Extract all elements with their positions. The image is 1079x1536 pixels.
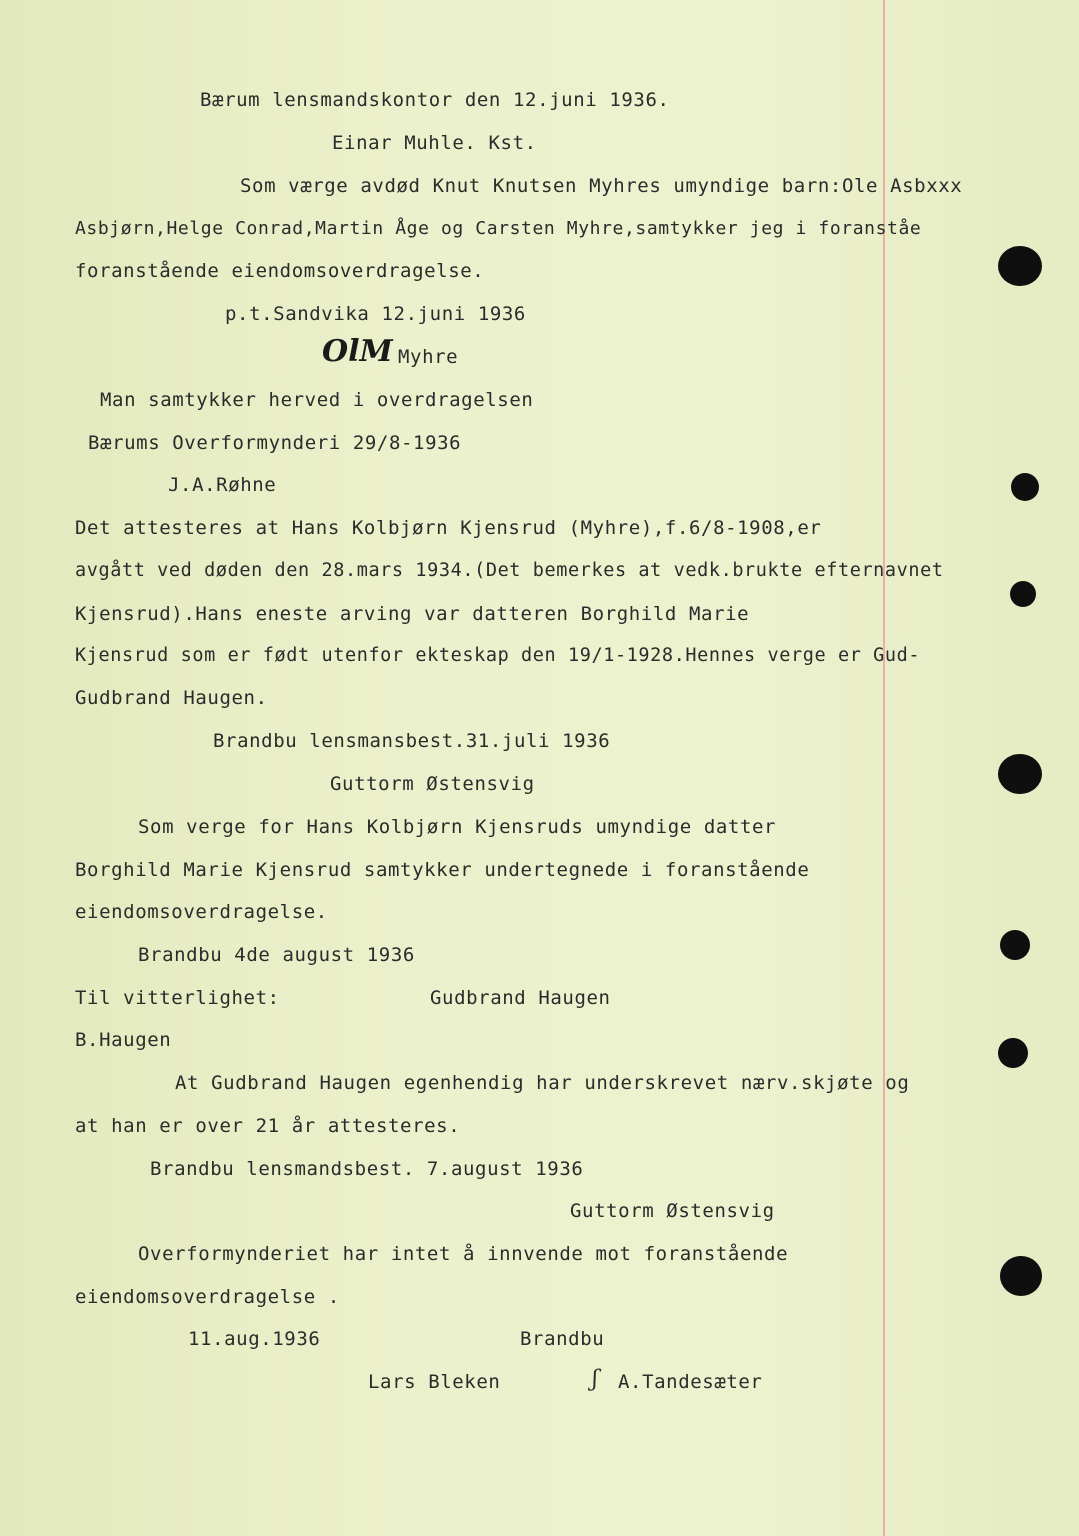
final-approval-line-1: Overformynderiet har intet å innvende mot foranstående	[138, 1243, 789, 1265]
punch-hole-2	[1011, 473, 1039, 501]
board-member-1: Lars Bleken	[368, 1371, 501, 1393]
authority-date-line: Bærums Overformynderi 29/8-1936	[88, 432, 462, 454]
guardian-consent-line-2: Borghild Marie Kjensrud samtykker undertegnede i foranstående	[75, 859, 810, 881]
final-approval-line-2: eiendomsoverdragelse .	[75, 1286, 340, 1308]
signature-attestation-line-1: At Gudbrand Haugen egenhendig har underskrevet nærv.skjøte og	[175, 1072, 910, 1094]
punch-hole-1	[998, 246, 1042, 286]
handwritten-signature: OlM	[322, 334, 393, 369]
guardian-consent-line-1: Som verge for Hans Kolbjørn Kjensruds umyndige datter	[138, 816, 777, 838]
punch-hole-4	[998, 754, 1042, 794]
board-member-2: A.Tandesæter	[618, 1371, 763, 1393]
witness-label: Til vitterlighet:	[75, 987, 280, 1009]
office-date-line: Brandbu lensmansbest.31.juli 1936	[213, 730, 611, 752]
signatory-line: Einar Muhle. Kst.	[332, 132, 537, 154]
punch-hole-6	[998, 1038, 1028, 1068]
consent-text-line-3: foranstående eiendomsoverdragelse.	[75, 260, 485, 282]
consent-text-line-1: Som værge avdød Knut Knutsen Myhres umyndige barn:Ole Asbxxx	[240, 175, 963, 197]
punch-hole-5	[1000, 930, 1030, 960]
authority-signatory: J.A.Røhne	[168, 474, 277, 496]
attestation-line-4: Kjensrud som er født utenfor ekteskap den 19/1-1928.Hennes verge er Gud-	[75, 645, 921, 666]
place-date-line: p.t.Sandvika 12.juni 1936	[225, 303, 526, 325]
attestation-line-5: Gudbrand Haugen.	[75, 687, 268, 709]
header-line: Bærum lensmandskontor den 12.juni 1936.	[200, 89, 670, 111]
guardian-place-date: Brandbu 4de august 1936	[138, 944, 415, 966]
signature-stroke: ʃ	[592, 1367, 599, 1392]
second-officer-name: Guttorm Østensvig	[570, 1200, 775, 1222]
signature-name: Myhre	[398, 346, 459, 368]
guardian-name: Gudbrand Haugen	[430, 987, 611, 1009]
witness-name: B.Haugen	[75, 1029, 172, 1051]
signature-attestation-line-2: at han er over 21 år attesteres.	[75, 1115, 461, 1137]
attestation-line-1: Det attesteres at Hans Kolbjørn Kjensrud (Myhre),f.6/8-1908,er	[75, 517, 822, 539]
punch-hole-7	[1000, 1256, 1042, 1296]
officer-name: Guttorm Østensvig	[330, 773, 535, 795]
attestation-line-2: avgått ved døden den 28.mars 1934.(Det bemerkes at vedk.brukte efternavnet	[75, 560, 944, 581]
consent-text-line-2: Asbjørn,Helge Conrad,Martin Åge og Carsten Myhre,samtykker jeg i foranståe	[75, 218, 922, 239]
approval-line: Man samtykker herved i overdragelsen	[100, 389, 534, 411]
final-date: 11.aug.1936	[188, 1328, 321, 1350]
guardian-consent-line-3: eiendomsoverdragelse.	[75, 901, 328, 923]
punch-hole-3	[1010, 581, 1036, 607]
second-office-date: Brandbu lensmandsbest. 7.august 1936	[150, 1158, 584, 1180]
final-place: Brandbu	[520, 1328, 605, 1350]
attestation-line-3: Kjensrud).Hans eneste arving var datteren Borghild Marie	[75, 603, 750, 625]
